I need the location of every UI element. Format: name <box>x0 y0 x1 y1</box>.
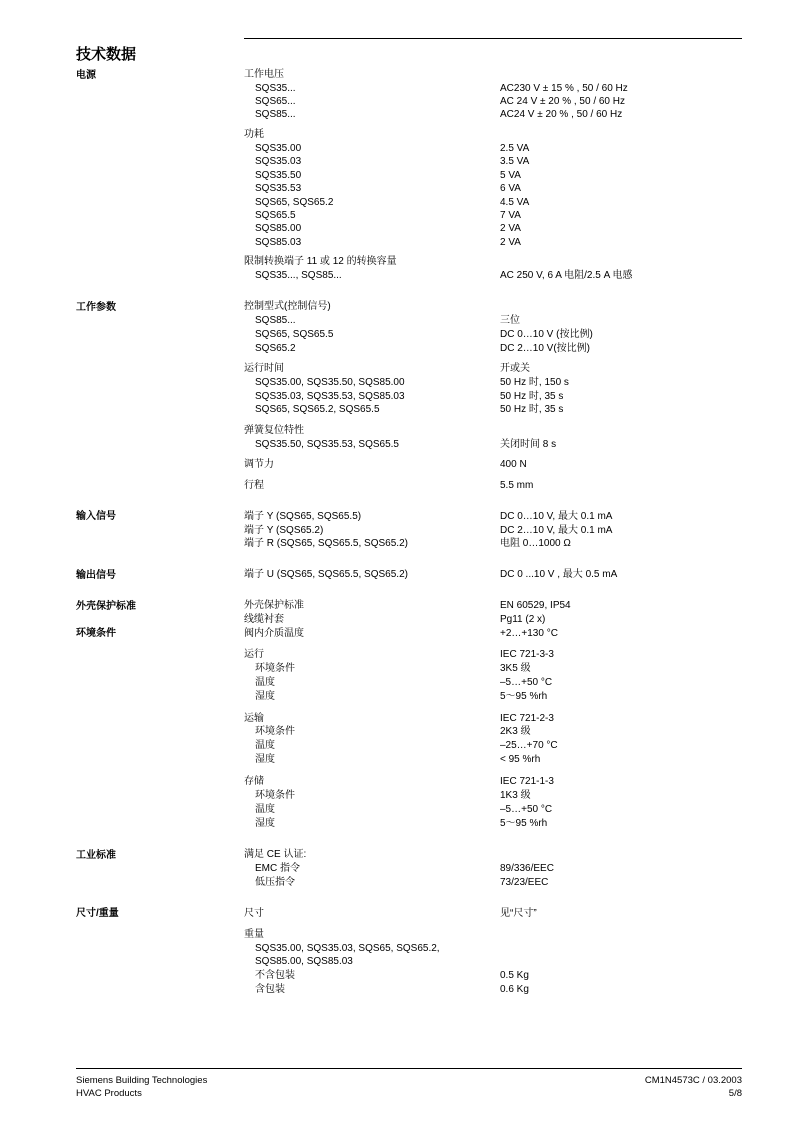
spec-row <box>0 662 793 676</box>
spec-label: SQS85... <box>255 109 296 120</box>
spec-label: SQS35... <box>255 83 296 94</box>
section-operating-parameters: 工作参数 <box>76 302 116 313</box>
spec-row <box>0 128 793 142</box>
spec-row <box>0 627 793 641</box>
spec-row <box>0 458 793 472</box>
spec-value: +2…+130 °C <box>500 628 558 639</box>
spec-label: 湿度 <box>255 691 275 702</box>
spec-label: 运输 <box>244 713 264 724</box>
spec-row <box>0 142 793 156</box>
spec-row <box>0 862 793 876</box>
spec-row <box>0 599 793 613</box>
spec-row <box>0 739 793 753</box>
spec-value: EN 60529, IP54 <box>500 600 571 611</box>
spec-value: 2K3 级 <box>500 726 531 737</box>
spec-label: SQS35.53 <box>255 183 302 194</box>
spec-value: 5～95 %rh <box>500 818 548 829</box>
spec-row <box>0 613 793 627</box>
spec-value: DC 0…10 V (按比例) <box>500 329 593 340</box>
spec-row <box>0 314 793 328</box>
spec-label: 温度 <box>255 740 275 751</box>
spec-row <box>0 928 793 942</box>
spec-label: 满足 CE 认证: <box>244 849 307 860</box>
footer-doc-number: CM1N4573C / 03.2003 <box>644 1075 742 1086</box>
spec-label: 端子 Y (SQS65, SQS65.5) <box>244 511 362 522</box>
section-output-signal: 输出信号 <box>76 570 116 581</box>
spec-value: AC230 V ± 15 % , 50 / 60 Hz <box>500 83 628 94</box>
spec-label: SQS35.50 <box>255 170 302 181</box>
footer-page-number: 5/8 <box>728 1088 742 1099</box>
spec-label: SQS35.03 <box>255 156 302 167</box>
spec-label: SQS85.00 <box>255 223 302 234</box>
spec-row <box>0 255 793 269</box>
spec-row <box>0 269 793 283</box>
spec-label: SQS35.00, SQS35.50, SQS85.00 <box>255 377 405 388</box>
spec-label: 含包装 <box>255 984 285 995</box>
spec-label: SQS65.5 <box>255 210 296 221</box>
spec-row <box>0 817 793 831</box>
spec-value: 0.5 Kg <box>500 970 529 981</box>
spec-label: 端子 R (SQS65, SQS65.5, SQS65.2) <box>244 538 408 549</box>
spec-label: 低压指令 <box>255 877 295 888</box>
spec-value: 关闭时间 8 s <box>500 439 557 450</box>
section-standards: 工业标准 <box>76 850 116 861</box>
spec-row <box>0 676 793 690</box>
spec-row <box>0 524 793 538</box>
spec-value: AC24 V ± 20 % , 50 / 60 Hz <box>500 109 623 120</box>
top-rule <box>244 38 742 39</box>
spec-label: SQS65.2 <box>255 343 296 354</box>
spec-row <box>0 209 793 223</box>
section-dimensions-weight: 尺寸/重量 <box>76 908 119 919</box>
spec-label: 不含包装 <box>255 970 295 981</box>
spec-label: 工作电压 <box>244 69 284 80</box>
spec-row <box>0 789 793 803</box>
spec-value: 4.5 VA <box>500 197 530 208</box>
spec-row <box>0 68 793 82</box>
spec-label: 线缆衬套 <box>244 614 284 625</box>
spec-label: 湿度 <box>255 818 275 829</box>
spec-label: 限制转换端子 11 或 12 的转换容量 <box>244 256 397 267</box>
spec-label: SQS35..., SQS85... <box>255 270 342 281</box>
spec-row <box>0 690 793 704</box>
spec-row <box>0 196 793 210</box>
spec-value: < 95 %rh <box>500 754 541 765</box>
spec-row <box>0 725 793 739</box>
section-environment: 环境条件 <box>76 628 116 639</box>
spec-label: SQS35.00 <box>255 143 302 154</box>
spec-value: 5～95 %rh <box>500 691 548 702</box>
spec-value: 3.5 VA <box>500 156 530 167</box>
spec-row <box>0 169 793 183</box>
section-input-signal: 输入信号 <box>76 511 116 522</box>
spec-value: AC 250 V, 6 A 电阻/2.5 A 电感 <box>500 270 633 281</box>
spec-label: SQS65, SQS65.2, SQS65.5 <box>255 404 380 415</box>
spec-row <box>0 362 793 376</box>
spec-label: 环境条件 <box>255 663 295 674</box>
spec-row <box>0 568 793 582</box>
footer-division: HVAC Products <box>76 1088 142 1099</box>
spec-label: 调节力 <box>244 459 274 470</box>
spec-row <box>0 222 793 236</box>
spec-label: 行程 <box>244 480 264 491</box>
spec-value: 见“尺寸” <box>500 908 537 919</box>
spec-value: –5…+50 °C <box>500 677 553 688</box>
spec-value: –5…+50 °C <box>500 804 553 815</box>
spec-value: DC 0 ...10 V , 最大 0.5 mA <box>500 569 618 580</box>
spec-label: SQS35.03, SQS35.53, SQS85.03 <box>255 391 405 402</box>
spec-value: 50 Hz 时, 35 s <box>500 391 564 402</box>
spec-row <box>0 424 793 438</box>
page-title: 技术数据 <box>76 46 137 63</box>
spec-label: 环境条件 <box>255 790 295 801</box>
spec-label: 弹簧复位特性 <box>244 425 304 436</box>
spec-row <box>0 479 793 493</box>
spec-value: 50 Hz 时, 35 s <box>500 404 564 415</box>
spec-label: SQS65, SQS65.5 <box>255 329 334 340</box>
spec-label: 重量 <box>244 929 264 940</box>
spec-label: 湿度 <box>255 754 275 765</box>
spec-row <box>0 803 793 817</box>
spec-value: 2 VA <box>500 223 521 234</box>
spec-value: Pg11 (2 x) <box>500 614 546 625</box>
spec-row <box>0 848 793 862</box>
spec-label: 功耗 <box>244 129 264 140</box>
spec-label: SQS85.00, SQS85.03 <box>255 956 353 967</box>
spec-value: 5 VA <box>500 170 521 181</box>
spec-row <box>0 537 793 551</box>
spec-row <box>0 95 793 109</box>
spec-row <box>0 907 793 921</box>
spec-row <box>0 775 793 789</box>
spec-row <box>0 236 793 250</box>
spec-row <box>0 300 793 314</box>
spec-row <box>0 155 793 169</box>
spec-row <box>0 648 793 662</box>
spec-row <box>0 390 793 404</box>
spec-value: 开或关 <box>500 363 530 374</box>
section-housing-protection: 外壳保护标准 <box>76 601 136 612</box>
spec-value: 400 N <box>500 459 527 470</box>
spec-label: SQS65, SQS65.2 <box>255 197 334 208</box>
spec-value: 2 VA <box>500 237 521 248</box>
spec-row <box>0 82 793 96</box>
spec-label: 阀内介质温度 <box>244 628 304 639</box>
spec-label: SQS85.03 <box>255 237 302 248</box>
spec-value: 6 VA <box>500 183 521 194</box>
spec-value: 7 VA <box>500 210 521 221</box>
spec-row <box>0 108 793 122</box>
spec-value: 73/23/EEC <box>500 877 549 888</box>
spec-label: 控制型式(控制信号) <box>244 301 331 312</box>
spec-value: DC 2…10 V, 最大 0.1 mA <box>500 525 613 536</box>
spec-row <box>0 403 793 417</box>
spec-value: 50 Hz 时, 150 s <box>500 377 569 388</box>
spec-row <box>0 328 793 342</box>
footer-rule <box>76 1068 742 1069</box>
spec-value: 三位 <box>500 315 520 326</box>
footer-company: Siemens Building Technologies <box>76 1075 208 1086</box>
spec-value: 0.6 Kg <box>500 984 529 995</box>
spec-label: SQS35.50, SQS35.53, SQS65.5 <box>255 439 399 450</box>
spec-label: SQS65... <box>255 96 296 107</box>
spec-row <box>0 376 793 390</box>
spec-label: 温度 <box>255 677 275 688</box>
spec-value: 89/336/EEC <box>500 863 554 874</box>
spec-value: IEC 721-2-3 <box>500 713 554 724</box>
spec-row <box>0 942 793 956</box>
spec-value: IEC 721-3-3 <box>500 649 554 660</box>
spec-value: 1K3 级 <box>500 790 531 801</box>
spec-label: 运行时间 <box>244 363 284 374</box>
spec-row <box>0 438 793 452</box>
spec-label: 温度 <box>255 804 275 815</box>
spec-value: 3K5 级 <box>500 663 531 674</box>
section-power: 电源 <box>76 70 96 81</box>
spec-value: IEC 721-1-3 <box>500 776 554 787</box>
spec-value: –25…+70 °C <box>500 740 558 751</box>
spec-value: 5.5 mm <box>500 480 534 491</box>
spec-value: 电阻 0…1000 Ω <box>500 538 571 549</box>
spec-label: 端子 Y (SQS65.2) <box>244 525 324 536</box>
spec-value: DC 2…10 V(按比例) <box>500 343 591 354</box>
spec-row <box>0 510 793 524</box>
spec-label: SQS35.00, SQS35.03, SQS65, SQS65.2, <box>255 943 440 954</box>
spec-label: 端子 U (SQS65, SQS65.5, SQS65.2) <box>244 569 408 580</box>
spec-row <box>0 342 793 356</box>
spec-row <box>0 712 793 726</box>
spec-value: DC 0…10 V, 最大 0.1 mA <box>500 511 613 522</box>
spec-row <box>0 983 793 997</box>
spec-label: 尺寸 <box>244 908 264 919</box>
spec-row <box>0 182 793 196</box>
spec-label: EMC 指令 <box>255 863 300 874</box>
spec-label: 环境条件 <box>255 726 295 737</box>
spec-row <box>0 753 793 767</box>
spec-value: 2.5 VA <box>500 143 530 154</box>
spec-row <box>0 955 793 969</box>
spec-row <box>0 969 793 983</box>
spec-value: AC 24 V ± 20 % , 50 / 60 Hz <box>500 96 625 107</box>
spec-label: SQS85... <box>255 315 296 326</box>
spec-label: 外壳保护标准 <box>244 600 304 611</box>
spec-label: 运行 <box>244 649 264 660</box>
spec-label: 存储 <box>244 776 264 787</box>
spec-row <box>0 876 793 890</box>
